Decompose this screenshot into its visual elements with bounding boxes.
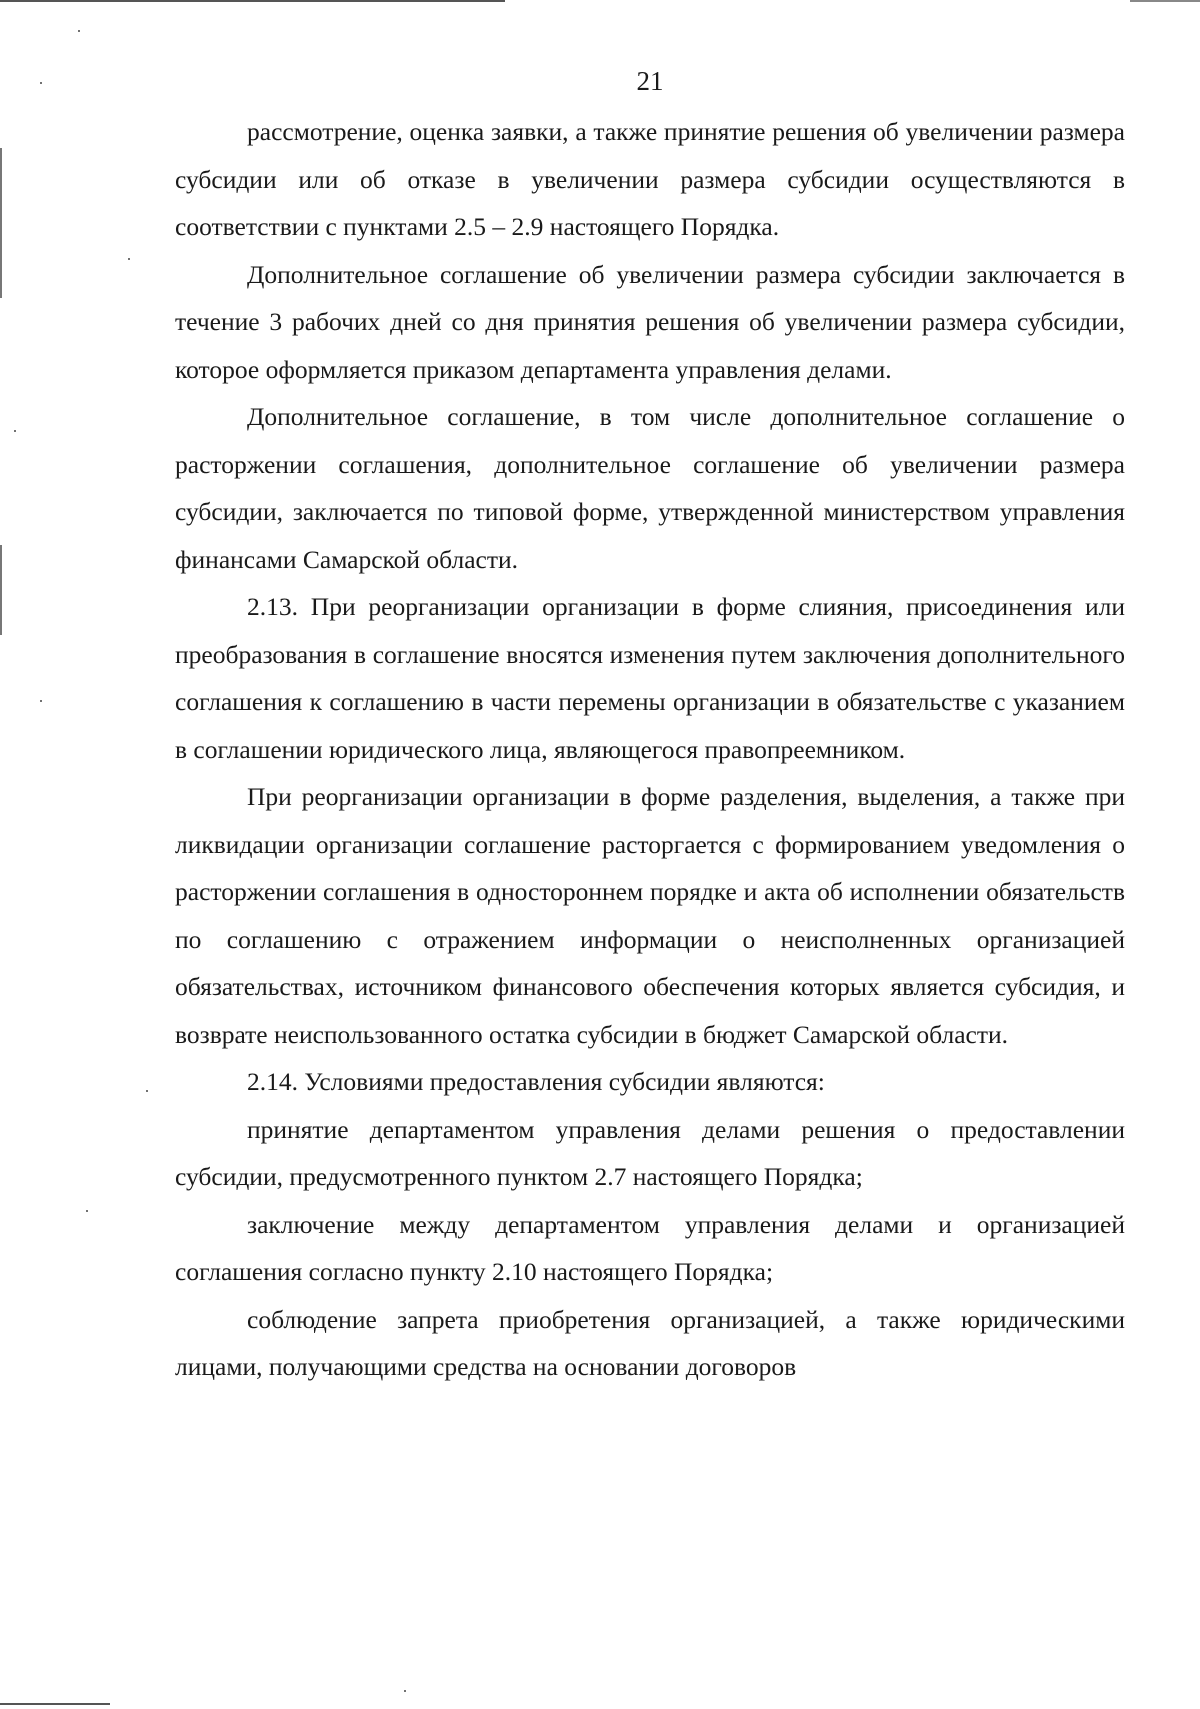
paragraph: Дополнительное соглашение, в том числе дополнительное соглашение о расторжении соглашения, дополнительное соглашение об увеличении размера субсидии, заключается по типовой форме, утвержденной министерством управления финансами Самарской области. xyxy=(175,402,1125,574)
paragraph: принятие департаментом управления делами решения о предоставлении субсидии, предусмотренного пунктом 2.7 настоящего Порядка; xyxy=(175,1114,1125,1191)
scan-edge-top xyxy=(0,0,505,2)
paragraph: 2.14. Условиями предоставления субсидии являются: xyxy=(247,1067,825,1096)
paragraph: соблюдение запрета приобретения организацией, а также юридическими лицами, получающими средства на основании договоров xyxy=(175,1304,1125,1381)
paragraph: 2.13. При реорганизации организации в форме слияния, присоединения или преобразования в соглашение вносятся изменения путем заключения дополнительного соглашения к соглашению в части перемены организации в обязательстве с указанием в соглашении юридического лица, являющегося правопреемником. xyxy=(175,592,1125,764)
document-body xyxy=(175,108,1125,1391)
page-number: 21 xyxy=(636,66,664,96)
scan-speck xyxy=(14,430,16,432)
paragraph: заключение между департаментом управления делами и организацией соглашения согласно пункту 2.10 настоящего Порядка; xyxy=(175,1209,1125,1286)
paragraph: При реорганизации организации в форме разделения, выделения, а также при ликвидации организации соглашение расторгается с формированием уведомления о расторжении соглашения в одностороннем порядке и акта об исполнении обязательств по соглашению с отражением информации о неисполненных организацией обязательствах, источником финансового обеспечения которых является субсидия, и возврате неиспользованного остатка субсидии в бюджет Самарской области. xyxy=(175,782,1125,1049)
scan-speck xyxy=(128,258,130,260)
scan-speck xyxy=(78,30,80,32)
paragraph: Дополнительное соглашение об увеличении размера субсидии заключается в течение 3 рабочих дней со дня принятия решения об увеличении размера субсидии, которое оформляется приказом департамента управления делами. xyxy=(175,259,1125,384)
paragraph: рассмотрение, оценка заявки, а также принятие решения об увеличении размера субсидии или об отказе в увеличении размера субсидии осуществляются в соответствии с пунктами 2.5 – 2.9 настоящего Порядка. xyxy=(175,117,1125,241)
scan-edge-left xyxy=(0,148,2,298)
scan-speck xyxy=(86,1210,88,1212)
scan-edge-top-right xyxy=(1130,0,1200,2)
scan-speck xyxy=(404,1690,406,1692)
scan-edge-bottom xyxy=(0,1703,110,1705)
scan-speck xyxy=(146,1090,148,1092)
scan-speck xyxy=(40,700,42,702)
scan-edge-left xyxy=(0,545,2,635)
